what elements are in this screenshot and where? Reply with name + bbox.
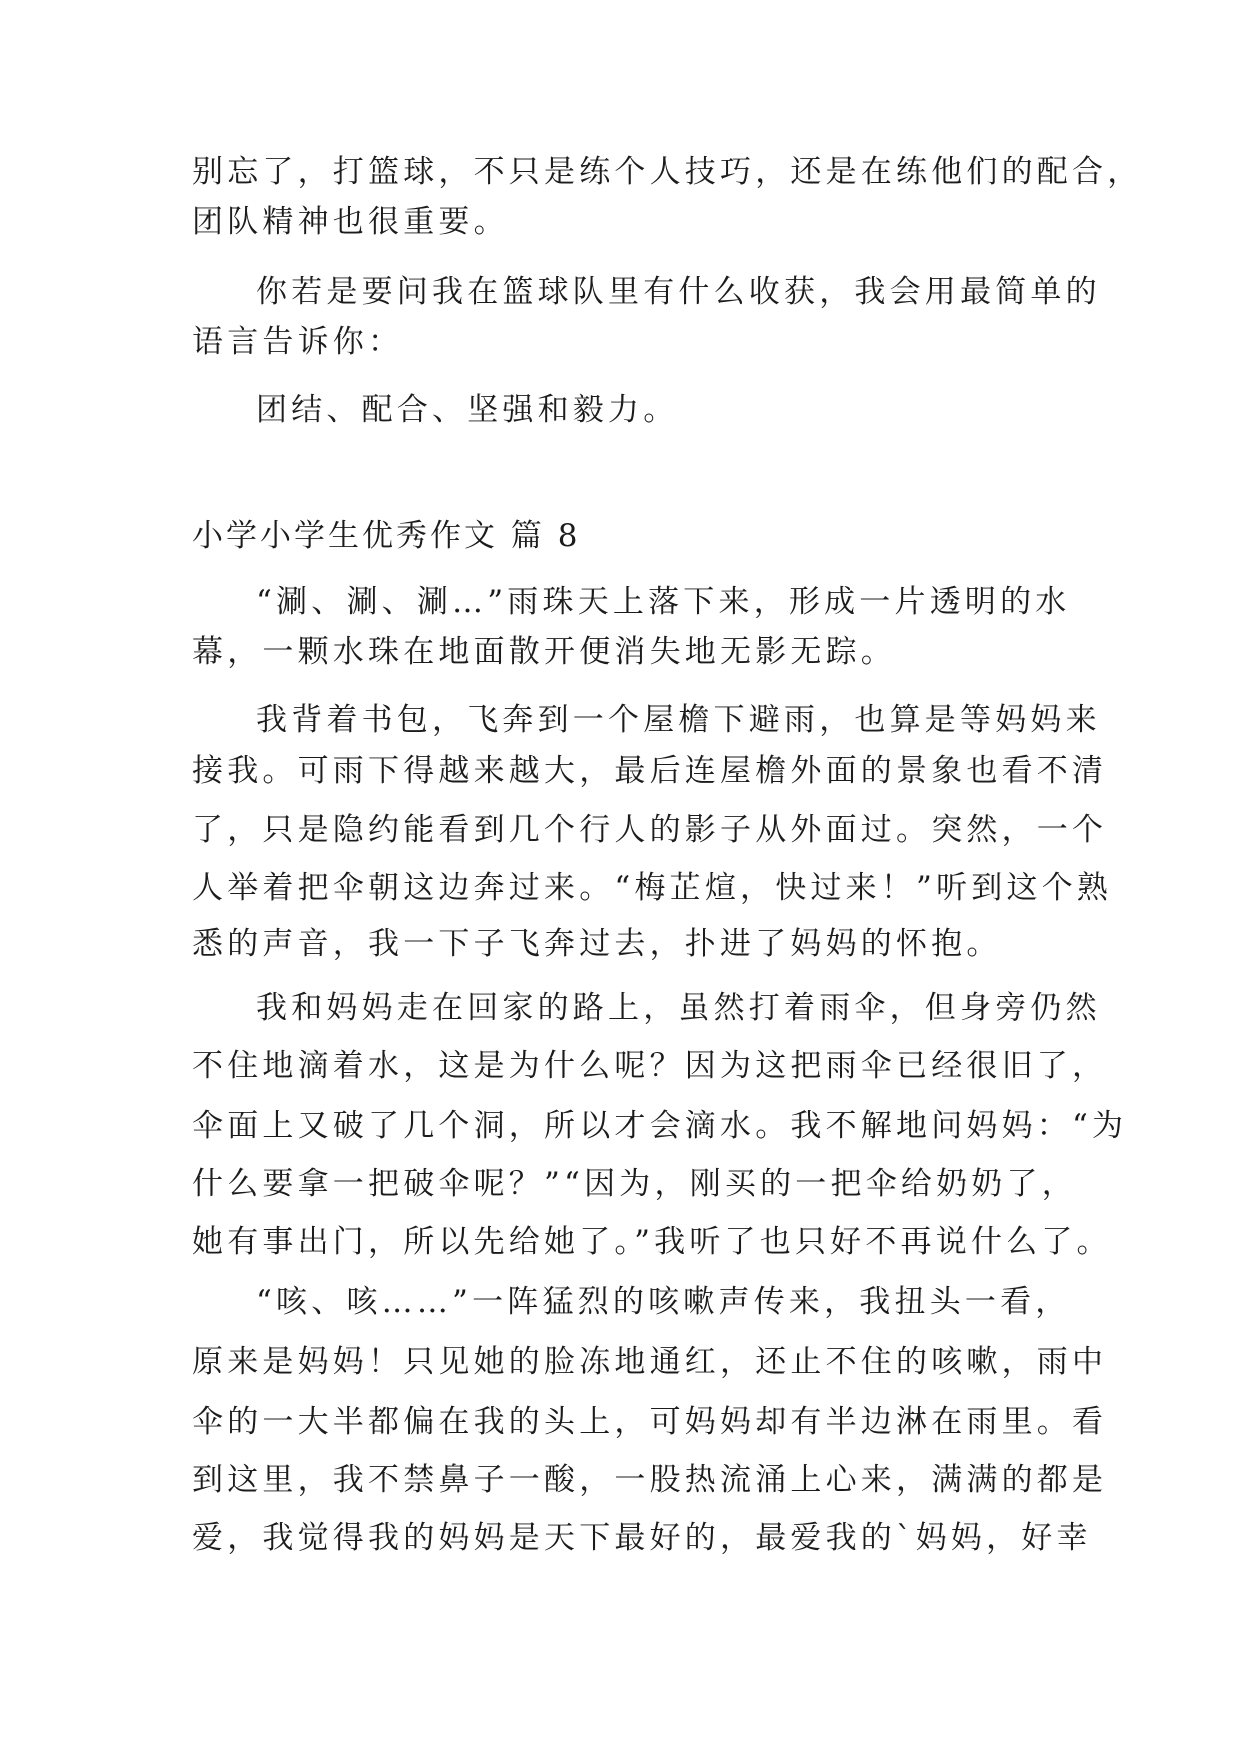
text-line: 幕，一颗水珠在地面散开便消失地无影无踪。 — [192, 634, 896, 670]
text-line: 什么要拿一把破伞呢？”“因为，刚买的一把伞给奶奶了， — [192, 1166, 1077, 1202]
text-line: 你若是要问我在篮球队里有什么收获，我会用最简单的 — [256, 274, 1101, 310]
text-line: 人举着把伞朝这边奔过来。“梅芷煊，快过来！”听到这个熟 — [192, 870, 1113, 906]
text-line: 我背着书包，飞奔到一个屋檐下避雨，也算是等妈妈来 — [256, 702, 1101, 738]
text-line: 团结、配合、坚强和毅力。 — [256, 392, 679, 428]
text-line: 别忘了，打篮球，不只是练个人技巧，还是在练他们的配合， — [192, 154, 1143, 190]
section-heading: 小学小学生优秀作文 篇 8 — [192, 518, 581, 554]
text-line: 伞面上又破了几个洞，所以才会滴水。我不解地问妈妈：“为 — [192, 1108, 1128, 1144]
text-line: “涮、涮、涮…”雨珠天上落下来，形成一片透明的水 — [256, 584, 1071, 620]
text-line: 了，只是隐约能看到几个行人的影子从外面过。突然，一个 — [192, 812, 1108, 848]
text-line: 不住地滴着水，这是为什么呢？因为这把雨伞已经很旧了， — [192, 1048, 1108, 1084]
text-line: 悉的声音，我一下子飞奔过去，扑进了妈妈的怀抱。 — [192, 926, 1002, 962]
text-line: 我和妈妈走在回家的路上，虽然打着雨伞，但身旁仍然 — [256, 990, 1101, 1026]
text-line: 爱，我觉得我的妈妈是天下最好的，最爱我的`妈妈，好幸 — [192, 1520, 1092, 1556]
text-line: “咳、咳……”一阵猛烈的咳嗽声传来，我扭头一看， — [256, 1284, 1071, 1320]
text-line: 语言告诉你： — [192, 324, 404, 360]
text-line: 伞的一大半都偏在我的头上，可妈妈却有半边淋在雨里。看 — [192, 1404, 1108, 1440]
text-line: 到这里，我不禁鼻子一酸，一股热流涌上心来，满满的都是 — [192, 1462, 1108, 1498]
text-line: 她有事出门，所以先给她了。”我听了也只好不再说什么了。 — [192, 1224, 1112, 1260]
text-line: 接我。可雨下得越来越大，最后连屋檐外面的景象也看不清 — [192, 753, 1108, 789]
text-line: 原来是妈妈！只见她的脸冻地通红，还止不住的咳嗽，雨中 — [192, 1344, 1108, 1380]
text-line: 团队精神也很重要。 — [192, 204, 509, 240]
